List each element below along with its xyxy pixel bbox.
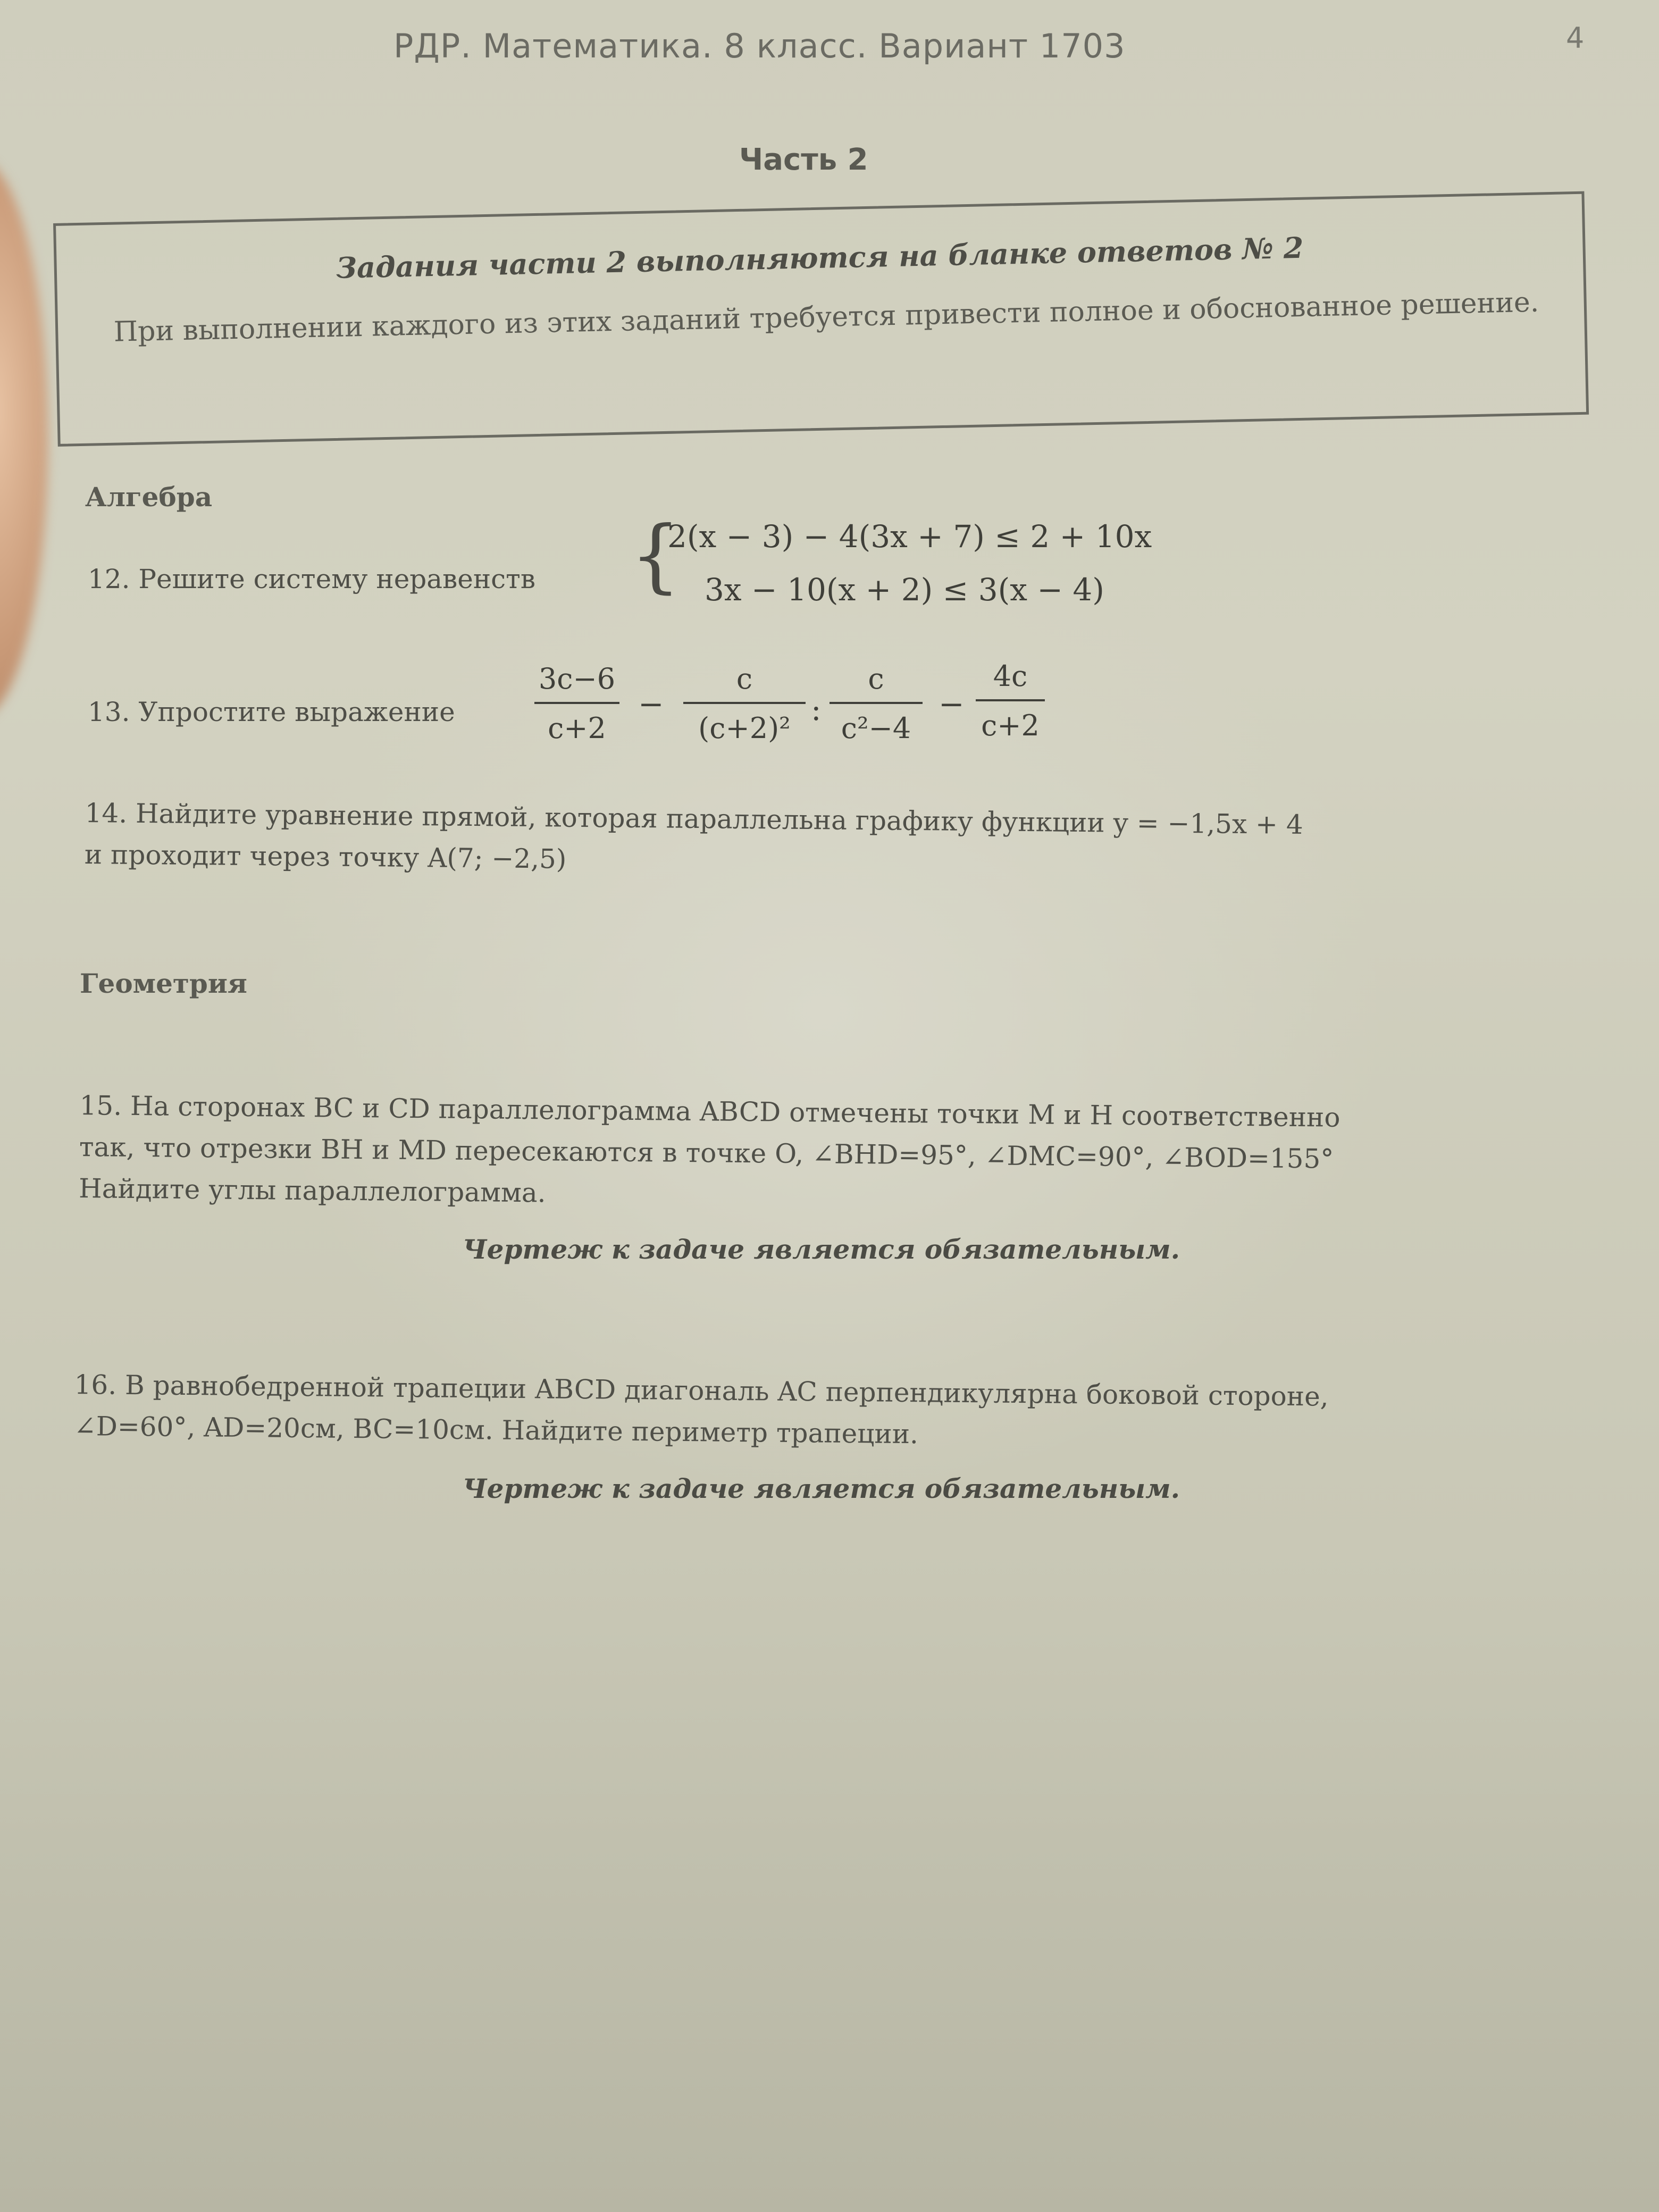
operator-minus-1: − — [638, 686, 664, 722]
notice-box — [53, 191, 1589, 447]
task-14-line-2: и проходит через точку A(7; −2,5) — [84, 839, 567, 875]
task-12-inequality-2: 3x − 10(x + 2) ≤ 3(x − 4) — [705, 572, 1104, 608]
task-16-line-1: 16. В равнобедренной трапеции ABCD диагональ AC перпендикулярна боковой стороне, — [74, 1369, 1329, 1412]
fraction-1-numerator: 3c−6 — [538, 662, 616, 696]
notice-text: При выполнении каждого из этих заданий требуется привести полное и обоснованное решение. — [113, 286, 1539, 348]
section-geometry-title: Геометрия — [80, 968, 247, 999]
fraction-4-denominator: c+2 — [981, 709, 1040, 742]
task-14-line-1: 14. Найдите уравнение прямой, которая параллельна графику функции y = −1,5x + 4 — [85, 797, 1303, 840]
operator-divide: : — [811, 691, 822, 727]
task-15-drawing-note: Чертеж к задаче является обязательным. — [463, 1234, 1180, 1265]
fraction-3-numerator: c — [868, 662, 884, 696]
task-14 — [85, 792, 1304, 887]
task-15-line-1: 15. На сторонах BC и CD параллелограмма ABCD отмечены точки M и H соответственно — [79, 1090, 1340, 1133]
fraction-4 — [976, 659, 1045, 742]
system-brace: { — [630, 509, 681, 602]
header-title: РДР. Математика. 8 класс. Вариант 1703 — [393, 27, 1126, 65]
fraction-1 — [534, 662, 619, 745]
fraction-4-numerator: 4c — [993, 659, 1028, 693]
task-16 — [74, 1364, 1329, 1459]
task-16-drawing-note: Чертеж к задаче является обязательным. — [463, 1473, 1180, 1504]
task-15-line-2: так, что отрезки BH и MD пересекаются в точке O, ∠BHD=95°, ∠DMC=90°, ∠BOD=155° — [79, 1131, 1334, 1175]
part-title: Часть 2 — [739, 143, 868, 177]
fraction-3 — [830, 662, 923, 745]
operator-minus-2: − — [939, 686, 965, 722]
fraction-3-denominator: c²−4 — [841, 711, 911, 745]
page-number: 4 — [1566, 21, 1585, 55]
task-15-line-3: Найдите углы параллелограмма. — [78, 1172, 546, 1209]
fraction-2-numerator: c — [736, 662, 753, 696]
finger-shadow — [0, 160, 48, 718]
task-12-text: 12. Решите систему неравенств — [88, 564, 535, 594]
task-16-line-2: ∠D=60°, AD=20см, BC=10см. Найдите периметр трапеции. — [73, 1410, 919, 1450]
fraction-1-denominator: c+2 — [548, 711, 606, 745]
notice-heading: Задания части 2 выполняются на бланке ответов № 2 — [336, 230, 1304, 285]
task-12-inequality-1: 2(x − 3) − 4(3x + 7) ≤ 2 + 10x — [667, 518, 1152, 555]
section-algebra-title: Алгебра — [85, 481, 213, 513]
fraction-2-denominator: (c+2)² — [698, 711, 791, 745]
task-13-text: 13. Упростите выражение — [88, 697, 455, 727]
task-15 — [79, 1085, 1340, 1221]
fraction-2 — [683, 662, 806, 745]
